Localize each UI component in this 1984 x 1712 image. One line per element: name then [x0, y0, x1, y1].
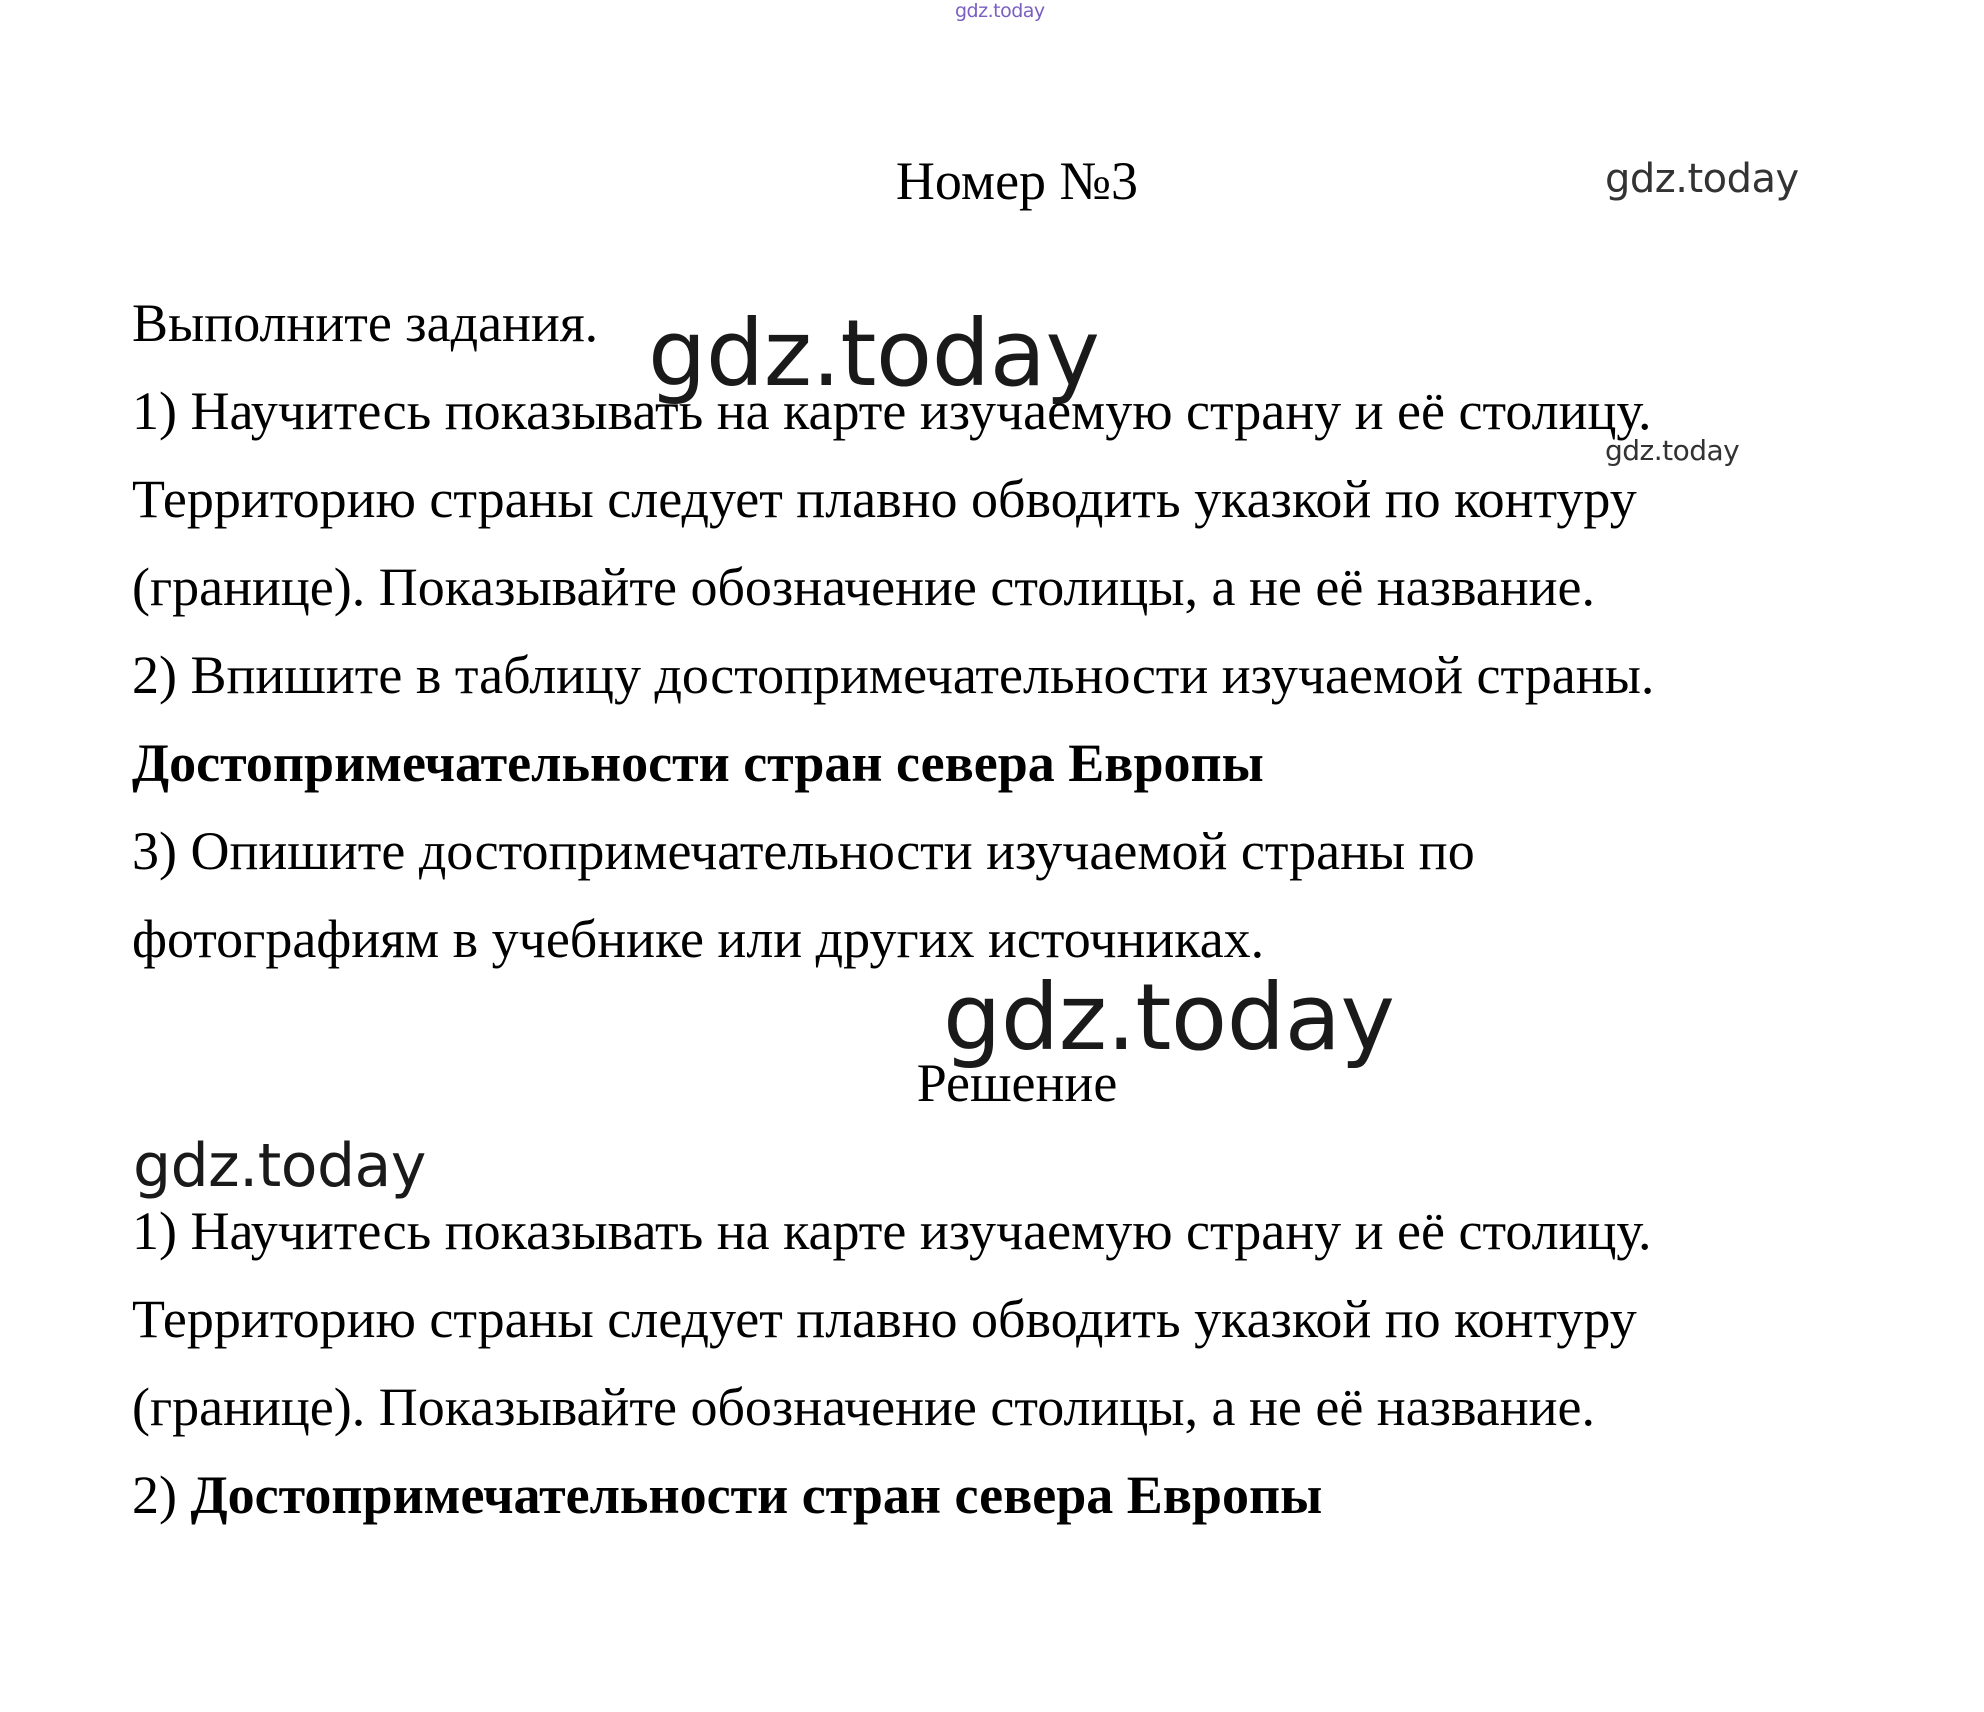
watermark: gdz.today [1605, 156, 1799, 202]
watermark-top: gdz.today [955, 0, 1045, 22]
task-line: 1) Научитесь показывать на карте изучаемую страну и её столицу. [132, 381, 1652, 441]
watermark: gdz.today [943, 964, 1395, 1071]
solution-item-2-heading: Достопримечательности стран севера Европы [190, 1465, 1323, 1525]
solution-title: Решение [916, 1053, 1118, 1113]
watermark: gdz.today [133, 1131, 426, 1201]
watermark: gdz.today [648, 300, 1100, 407]
solution-item-2-prefix: 2) [132, 1465, 191, 1525]
task-bold-heading: Достопримечательности стран севера Европы [132, 733, 1264, 793]
solution-line: 1) Научитесь показывать на карте изучаемую страну и её столицу. [132, 1201, 1652, 1261]
task-line: 3) Опишите достопримечательности изучаемой страны по [132, 821, 1475, 881]
task-line: (границе). Показывайте обозначение столицы, а не её название. [132, 557, 1596, 617]
task-line: Территорию страны следует плавно обводить указкой по контуру [132, 469, 1637, 529]
task-title: Номер №3 [895, 151, 1139, 211]
solution-line: (границе). Показывайте обозначение столицы, а не её название. [132, 1377, 1596, 1437]
task-line: фотографиям в учебнике или других источниках. [132, 909, 1265, 969]
task-intro: Выполните задания. [132, 293, 599, 353]
solution-item-2 [132, 1464, 1322, 1526]
solution-line: Территорию страны следует плавно обводить указкой по контуру [132, 1289, 1637, 1349]
watermark: gdz.today [1605, 434, 1740, 467]
task-line: 2) Впишите в таблицу достопримечательности изучаемой страны. [132, 645, 1655, 705]
